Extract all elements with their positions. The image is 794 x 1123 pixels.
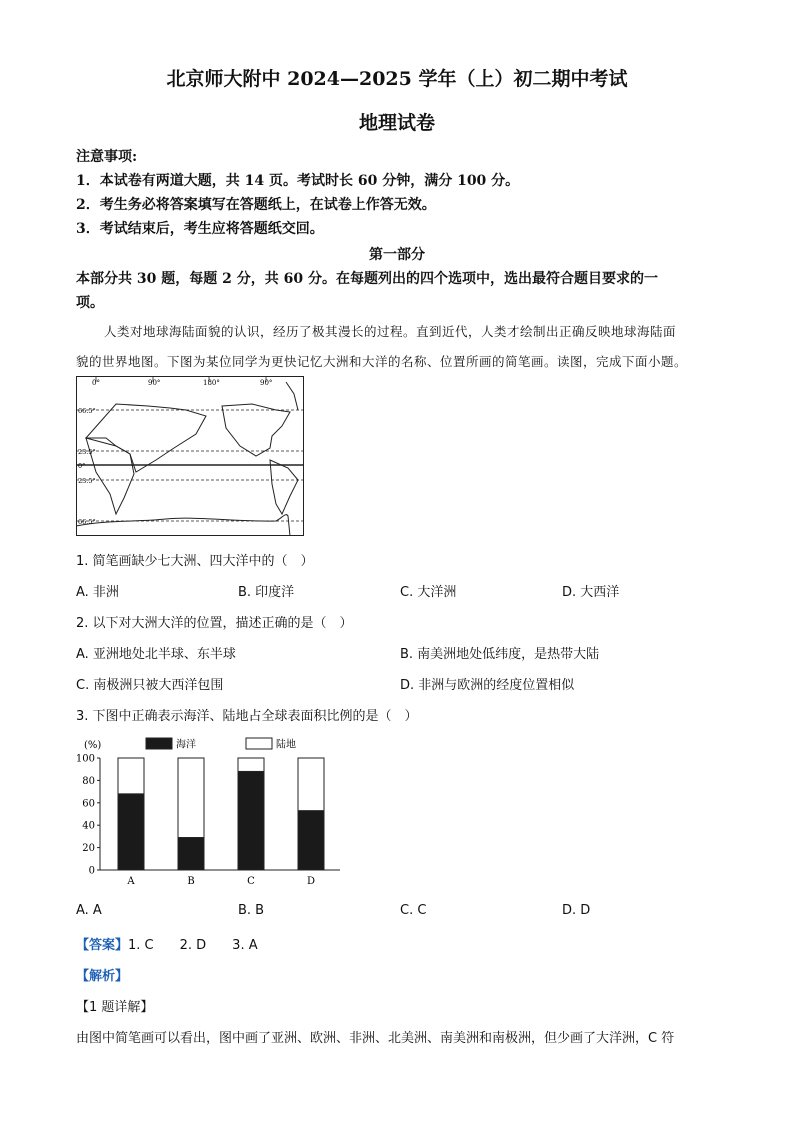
part1-instructions-1: 本部分共 30 题，每题 2 分，共 60 分。在每题列出的四个选项中，选出最符合题目要求的一 bbox=[76, 271, 658, 287]
answer-tag: 【答案】 bbox=[76, 938, 129, 953]
x-label-C: C bbox=[247, 876, 255, 887]
q2-option-b[interactable]: B. 南美洲地处低纬度，是热带大陆 bbox=[400, 647, 600, 662]
bar-B-ocean bbox=[178, 838, 204, 870]
legend-label-ocean: 海洋 bbox=[176, 739, 196, 751]
y-tick-label-60: 60 bbox=[82, 798, 95, 810]
bar-A-ocean bbox=[118, 794, 144, 870]
part1-instructions-2: 项。 bbox=[76, 295, 104, 311]
bar-C-ocean bbox=[238, 771, 264, 870]
q3-option-a[interactable]: A. A bbox=[76, 903, 102, 918]
notes-heading: 注意事项: bbox=[76, 149, 138, 165]
lat-label-23n: 23.5° bbox=[78, 448, 96, 456]
lon-label-180: 180° bbox=[203, 379, 220, 387]
analysis-tag: 【解析】 bbox=[76, 969, 129, 984]
lat-label-66n: 66.5° bbox=[78, 407, 96, 415]
q1-analysis-text: 由图中简笔画可以看出，图中画了亚洲、欧洲、非洲、北美洲、南美洲和南极洲，但少画了大洋洲，C 符 bbox=[76, 1031, 675, 1046]
q3-option-c[interactable]: C. C bbox=[400, 903, 427, 918]
q2-stem: 2. 以下对大洲大洋的位置，描述正确的是（ ） bbox=[76, 616, 353, 631]
bar-B-land bbox=[178, 758, 204, 838]
legend-swatch-land bbox=[246, 738, 272, 749]
legend-label-land: 陆地 bbox=[276, 739, 296, 751]
part1-title: 第一部分 bbox=[369, 247, 425, 263]
y-tick-label-100: 100 bbox=[76, 753, 95, 765]
notes-item-3: 3．考试结束后，考生应将答题纸交回。 bbox=[76, 221, 324, 237]
lat-label-23s: 23.5° bbox=[78, 477, 96, 485]
map-frame bbox=[77, 377, 304, 536]
bar-D-ocean bbox=[298, 811, 324, 870]
q3-option-b[interactable]: B. B bbox=[238, 903, 265, 918]
answer-line bbox=[76, 934, 258, 953]
page-subtitle: 地理试卷 bbox=[358, 112, 435, 134]
page-title: 北京师大附中 2024—2025 学年（上）初二期中考试 bbox=[166, 68, 628, 90]
lat-label-0: 0° bbox=[78, 462, 86, 470]
notes-item-1: 1．本试卷有两道大题，共 14 页。考试时长 60 分钟，满分 100 分。 bbox=[76, 173, 520, 189]
q1-option-c[interactable]: C. 大洋洲 bbox=[400, 585, 457, 600]
world-map-sketch bbox=[76, 376, 304, 536]
y-tick-label-0: 0 bbox=[88, 865, 95, 877]
y-tick-label-20: 20 bbox=[82, 843, 95, 855]
bar-A-land bbox=[118, 758, 144, 794]
chart-unit-label: (%) bbox=[84, 740, 102, 751]
q1-stem: 1. 简笔画缺少七大洲、四大洋中的（ ） bbox=[76, 554, 314, 569]
y-tick-label-80: 80 bbox=[82, 775, 95, 787]
q1-option-b[interactable]: B. 印度洋 bbox=[238, 585, 295, 600]
q2-option-c[interactable]: C. 南极洲只被大西洋包围 bbox=[76, 678, 224, 693]
y-tick-label-40: 40 bbox=[82, 820, 95, 832]
answer-text: 1. C 2. D 3. A bbox=[128, 938, 258, 953]
bar-D-land bbox=[298, 758, 324, 811]
lon-label-0: 0° bbox=[92, 379, 100, 387]
q1-option-d[interactable]: D. 大西洋 bbox=[562, 585, 620, 600]
bar-C-land bbox=[238, 758, 264, 771]
x-label-A: A bbox=[127, 876, 135, 887]
q2-option-a[interactable]: A. 亚洲地处北半球、东半球 bbox=[76, 647, 236, 662]
q3-option-d[interactable]: D. D bbox=[562, 903, 591, 918]
ocean-land-chart bbox=[76, 732, 346, 892]
q2-option-d[interactable]: D. 非洲与欧洲的经度位置相似 bbox=[400, 678, 575, 693]
legend-swatch-ocean bbox=[146, 738, 172, 749]
q3-stem: 3. 下图中正确表示海洋、陆地占全球表面积比例的是（ ） bbox=[76, 709, 418, 724]
q1-option-a[interactable]: A. 非洲 bbox=[76, 585, 119, 600]
lon-label-90w: 90° bbox=[260, 379, 273, 387]
x-label-B: B bbox=[187, 876, 195, 887]
lon-label-90e: 90° bbox=[148, 379, 161, 387]
passage-line-2: 貌的世界地图。下图为某位同学为更快记忆大洲和大洋的名称、位置所画的简笔画。读图，完成下面小题。 bbox=[76, 354, 688, 369]
passage-line-1: 人类对地球海陆面貌的认识，经历了极其漫长的过程。直到近代，人类才绘制出正确反映地球海陆面 bbox=[104, 324, 677, 339]
lat-label-66s: 66.5° bbox=[78, 518, 96, 526]
q1-analysis-heading: 【1 题详解】 bbox=[76, 1000, 154, 1015]
x-label-D: D bbox=[306, 876, 316, 887]
notes-item-2: 2．考生务必将答案填写在答题纸上，在试卷上作答无效。 bbox=[76, 197, 436, 213]
